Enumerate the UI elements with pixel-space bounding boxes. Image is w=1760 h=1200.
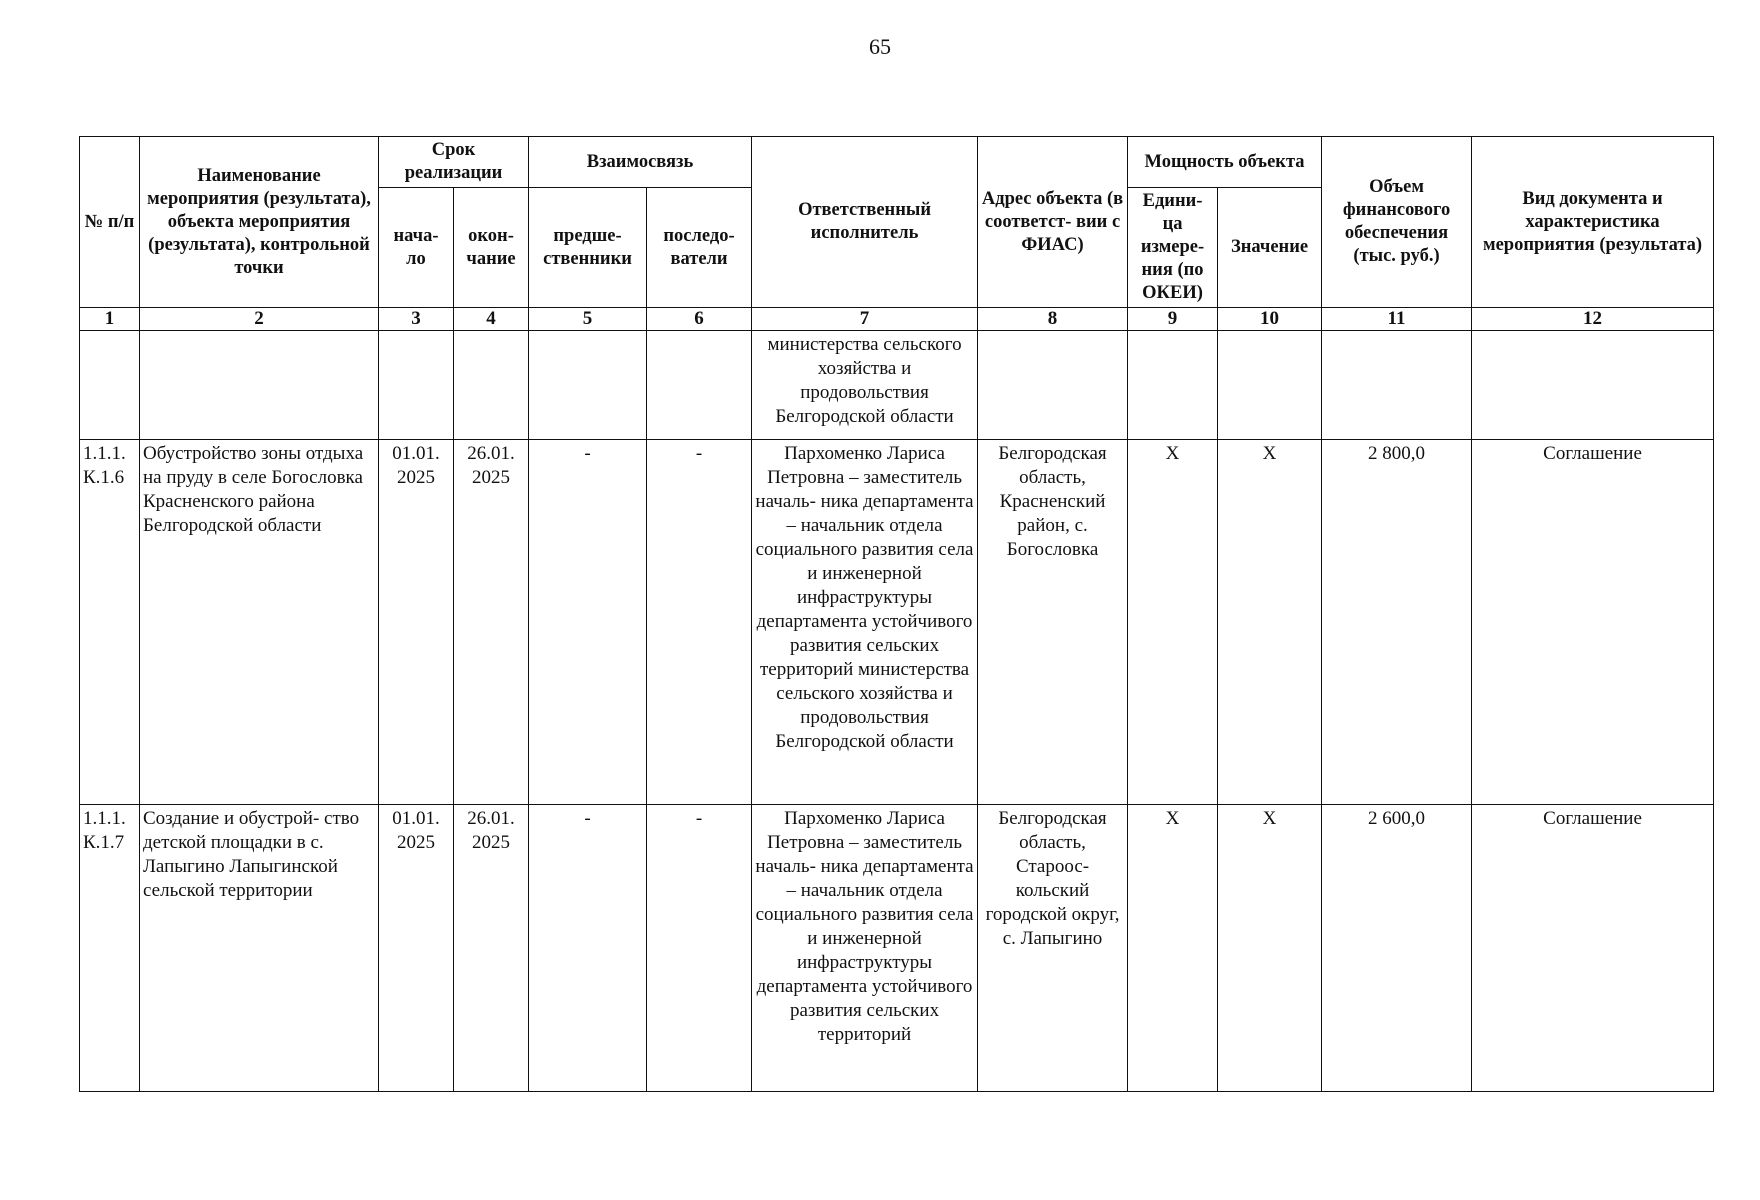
row-start: 01.01. 2025 — [379, 440, 454, 805]
header-unit: Едини- ца измере- ния (по ОКЕИ) — [1128, 188, 1218, 308]
row-finance: 2 800,0 — [1322, 440, 1472, 805]
header-finance: Объем финансового обеспечения (тыс. руб.) — [1322, 137, 1472, 308]
row-executor: Пархоменко Лариса Петровна – заместитель началь- ника департамента – начальник отдела социального развития села и инженерной инфраструктуры департамента устойчивого развития сельских территорий министерства сельского хозяйства и продовольствия Белгородской области — [752, 440, 978, 805]
row-name: Обустройство зоны отдыха на пруду в селе Богословка Красненского района Белгородской области — [140, 440, 379, 805]
row-doc — [1472, 331, 1714, 440]
header-value: Значение — [1218, 188, 1322, 308]
row-next: - — [647, 440, 752, 805]
row-value — [1218, 331, 1322, 440]
row-pred: - — [529, 805, 647, 1092]
table-row — [80, 805, 1714, 1092]
row-next — [647, 331, 752, 440]
row-unit: X — [1128, 440, 1218, 805]
column-number: 5 — [529, 308, 647, 331]
column-number: 10 — [1218, 308, 1322, 331]
header-term-group: Срок реализации — [379, 137, 529, 188]
header-name: Наименование мероприятия (результата), объекта мероприятия (результата), контрольной точки — [140, 137, 379, 308]
row-finance — [1322, 331, 1472, 440]
row-address: Белгородская область, Староос- кольский городской округ, с. Лапыгино — [978, 805, 1128, 1092]
header-power-group: Мощность объекта — [1128, 137, 1322, 188]
column-number: 3 — [379, 308, 454, 331]
row-name — [140, 331, 379, 440]
table-row — [80, 331, 1714, 440]
row-unit: X — [1128, 805, 1218, 1092]
header-num: № п/п — [80, 137, 140, 308]
column-numbers-row — [80, 308, 1714, 331]
column-number: 2 — [140, 308, 379, 331]
row-end — [454, 331, 529, 440]
row-executor: Пархоменко Лариса Петровна – заместитель началь- ника департамента – начальник отдела социального развития села и инженерной инфраструктуры департамента устойчивого развития сельских территорий — [752, 805, 978, 1092]
column-number: 7 — [752, 308, 978, 331]
row-end: 26.01. 2025 — [454, 440, 529, 805]
table-row — [80, 440, 1714, 805]
header-end: окон- чание — [454, 188, 529, 308]
header-executor: Ответственный исполнитель — [752, 137, 978, 308]
column-number: 8 — [978, 308, 1128, 331]
column-number: 1 — [80, 308, 140, 331]
row-value: X — [1218, 805, 1322, 1092]
row-next: - — [647, 805, 752, 1092]
row-finance: 2 600,0 — [1322, 805, 1472, 1092]
row-unit — [1128, 331, 1218, 440]
column-number: 6 — [647, 308, 752, 331]
header-next: последо- ватели — [647, 188, 752, 308]
events-table — [79, 136, 1714, 1092]
row-address: Белгородская область, Красненский район, с. Богословка — [978, 440, 1128, 805]
row-end: 26.01. 2025 — [454, 805, 529, 1092]
header-pred: предше- ственники — [529, 188, 647, 308]
header-doc: Вид документа и характеристика мероприятия (результата) — [1472, 137, 1714, 308]
row-address — [978, 331, 1128, 440]
column-number: 11 — [1322, 308, 1472, 331]
row-pred — [529, 331, 647, 440]
row-value: X — [1218, 440, 1322, 805]
column-number: 9 — [1128, 308, 1218, 331]
row-num: 1.1.1. К.1.7 — [80, 805, 140, 1092]
row-doc: Соглашение — [1472, 440, 1714, 805]
header-start: нача- ло — [379, 188, 454, 308]
row-start: 01.01. 2025 — [379, 805, 454, 1092]
row-num: 1.1.1. К.1.6 — [80, 440, 140, 805]
header-link-group: Взаимосвязь — [529, 137, 752, 188]
header-address: Адрес объекта (в соответст- вии с ФИАС) — [978, 137, 1128, 308]
row-executor: министерства сельского хозяйства и продовольствия Белгородской области — [752, 331, 978, 440]
page-number: 65 — [869, 34, 891, 59]
row-start — [379, 331, 454, 440]
row-name: Создание и обустрой- ство детской площадки в с. Лапыгино Лапыгинской сельской территории — [140, 805, 379, 1092]
row-num — [80, 331, 140, 440]
row-doc: Соглашение — [1472, 805, 1714, 1092]
column-number: 12 — [1472, 308, 1714, 331]
row-pred: - — [529, 440, 647, 805]
column-number: 4 — [454, 308, 529, 331]
